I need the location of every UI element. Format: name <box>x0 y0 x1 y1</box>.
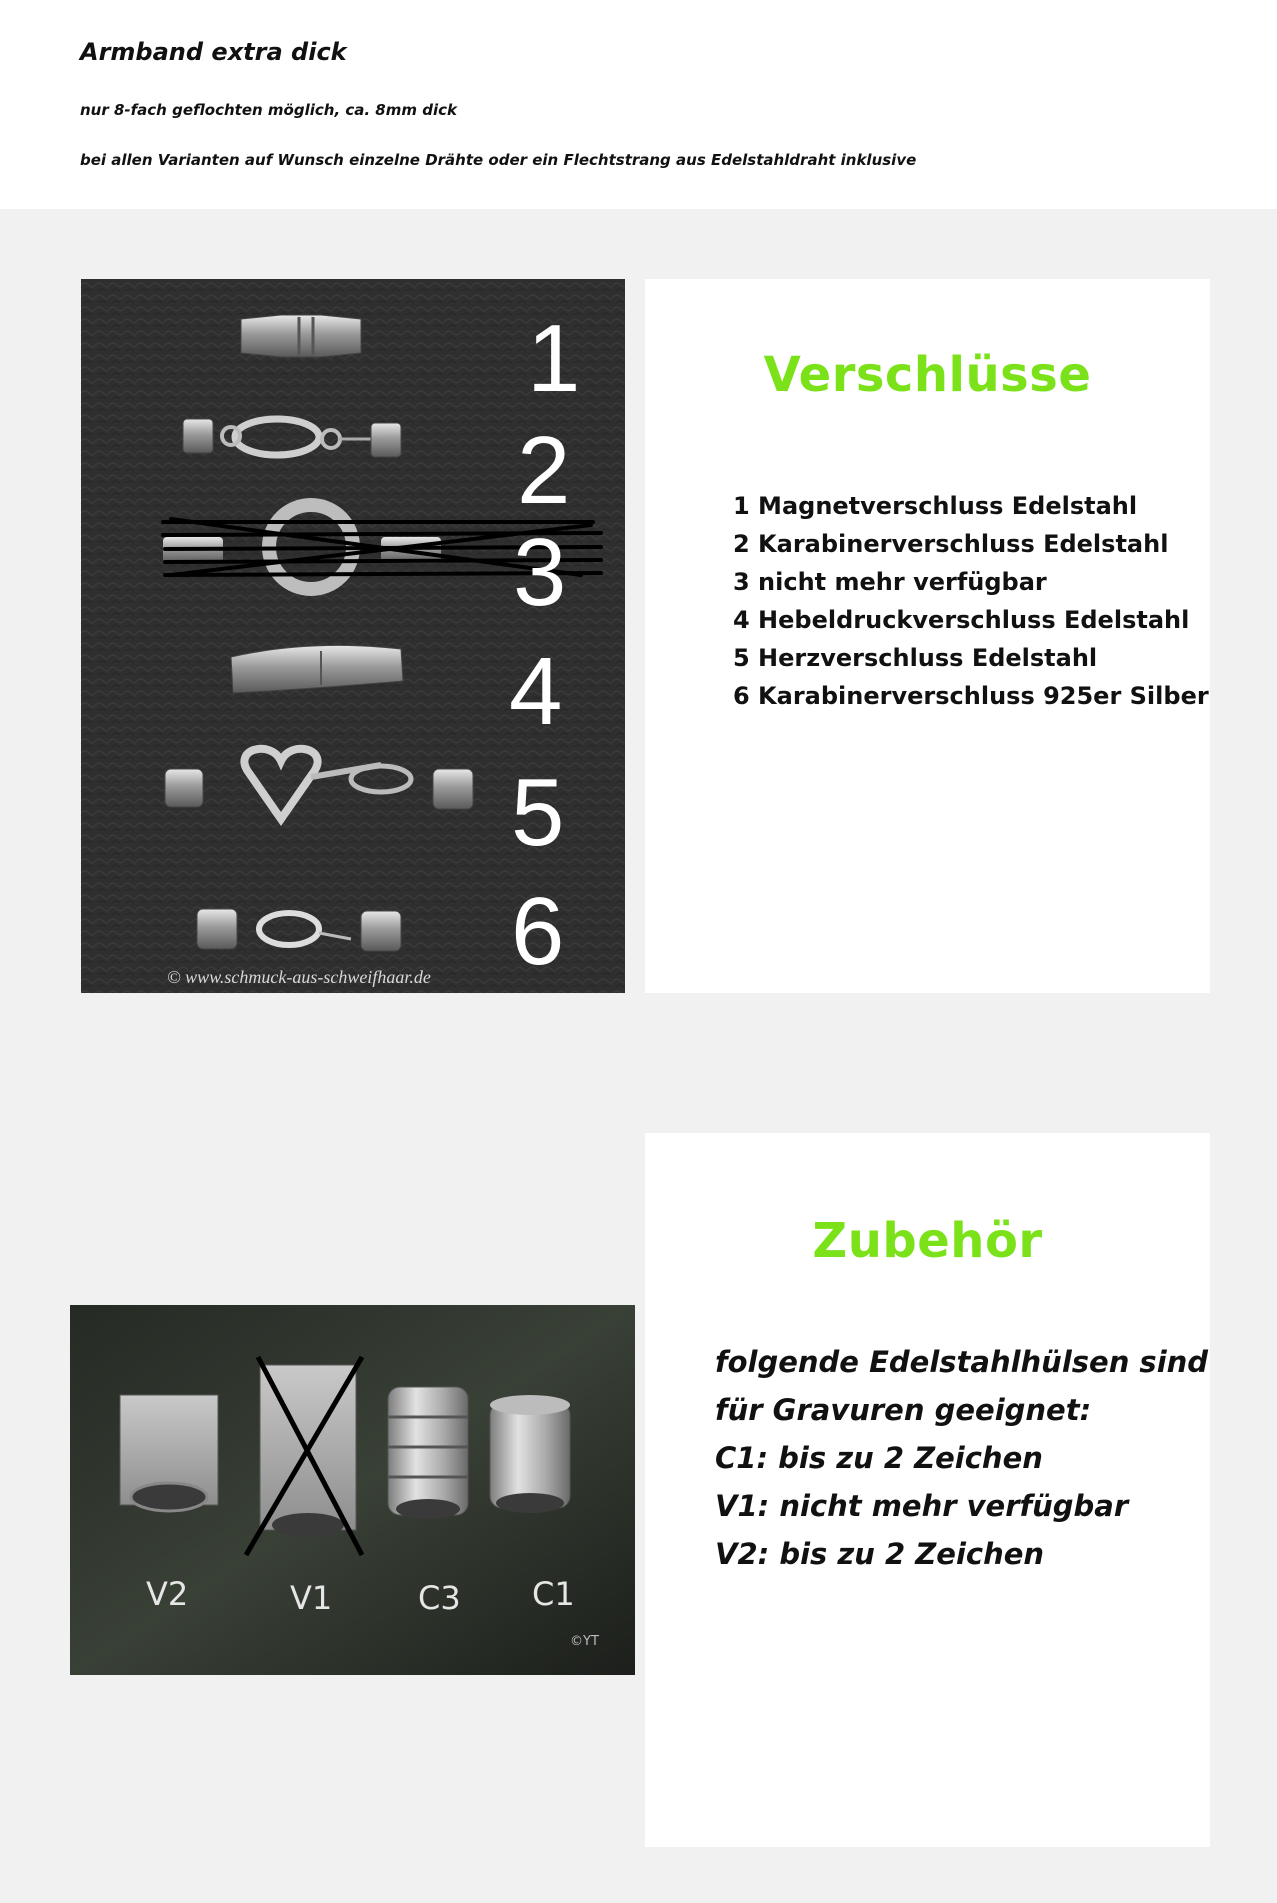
accessories-line: folgende Edelstahlhülsen sind <box>715 1345 1209 1379</box>
sleeve-c1 <box>490 1395 570 1513</box>
list-item: 3 nicht mehr verfügbar <box>733 568 1047 596</box>
clasp-number-6: 6 <box>511 878 565 985</box>
header-subtitle-braid: nur 8-fach geflochten möglich, ca. 8mm dick <box>80 101 457 119</box>
sleeve-c3 <box>388 1387 468 1519</box>
clasps-photo-watermark: © www.schmuck-aus-schweifhaar.de <box>167 967 431 987</box>
clasps-photo <box>81 279 625 993</box>
accessories-photo <box>70 1305 635 1675</box>
page-header <box>0 0 1277 209</box>
sleeve-v1-unavailable <box>246 1357 362 1555</box>
clasps-heading: Verschlüsse <box>763 347 1092 403</box>
clasps-list <box>733 487 1209 715</box>
list-item: 2 Karabinerverschluss Edelstahl <box>733 530 1169 558</box>
clasp-number-3: 3 <box>513 519 567 626</box>
list-item: 1 Magnetverschluss Edelstahl <box>733 492 1138 520</box>
sleeve-label-c3: C3 <box>418 1579 461 1617</box>
clasp-number-1: 1 <box>527 305 581 412</box>
accessories-heading: Zubehör <box>812 1213 1043 1269</box>
clasp-number-4: 4 <box>509 638 563 745</box>
clasp-number-2: 2 <box>517 417 571 524</box>
page-title: Armband extra dick <box>80 38 347 66</box>
accessories-description <box>715 1338 1208 1578</box>
list-item: 4 Hebeldruckverschluss Edelstahl <box>733 606 1190 634</box>
sleeve-v2 <box>120 1395 218 1511</box>
accessories-line: V2: bis zu 2 Zeichen <box>715 1537 1045 1571</box>
accessories-photo-watermark: ©YT <box>570 1634 599 1649</box>
list-item: 5 Herzverschluss Edelstahl <box>733 644 1098 672</box>
accessories-line: C1: bis zu 2 Zeichen <box>715 1441 1043 1475</box>
clasp-number-5: 5 <box>511 759 565 866</box>
list-item: 6 Karabinerverschluss 925er Silber <box>733 682 1209 710</box>
sleeve-label-v2: V2 <box>146 1575 189 1613</box>
accessories-line: V1: nicht mehr verfügbar <box>715 1489 1129 1523</box>
sleeve-label-v1: V1 <box>290 1579 333 1617</box>
header-subtitle-wire: bei allen Varianten auf Wunsch einzelne Drähte oder ein Flechtstrang aus Edelstahldraht inklusive <box>80 151 917 169</box>
accessories-card <box>645 1133 1210 1847</box>
accessories-line: für Gravuren geeignet: <box>715 1393 1092 1427</box>
sleeve-label-c1: C1 <box>532 1575 575 1613</box>
clasp-1-magnet <box>241 315 361 357</box>
clasps-card <box>645 279 1210 993</box>
